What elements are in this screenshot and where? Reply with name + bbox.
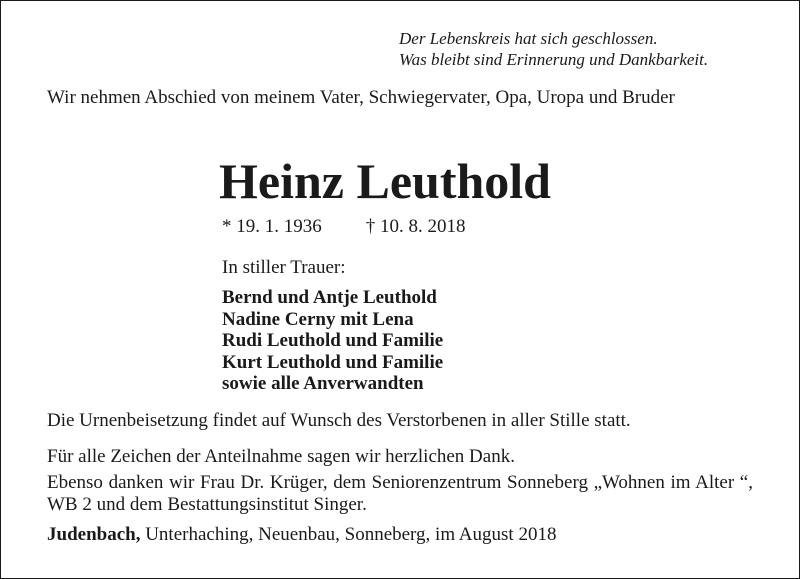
birth-date: * 19. 1. 1936 — [222, 216, 322, 237]
other-places: Unterhaching, Neuenbau, Sonneberg, im August 2018 — [140, 524, 557, 545]
mourner-item: Rudi Leuthold und Familie — [222, 330, 444, 351]
mourning-heading: In stiller Trauer: — [222, 257, 346, 278]
intro-text: Wir nehmen Abschied von meinem Vater, Schwiegervater, Opa, Uropa und Bruder — [47, 87, 675, 108]
main-place: Judenbach, — [47, 524, 141, 545]
mourner-item: Bernd und Antje Leuthold — [222, 287, 437, 308]
mourner-item: Kurt Leuthold und Familie — [222, 351, 444, 373]
mourner-item: Nadine Cerny mit Lena — [222, 308, 414, 330]
life-dates — [222, 216, 466, 238]
thanks-extra-paragraph: Ebenso danken wir Frau Dr. Krüger, dem Seniorenzentrum Sonneberg „Wohnen im Alter “, WB 2 und dem Bestattungsinstitut Singer. — [47, 472, 753, 515]
burial-paragraph: Die Urnenbeisetzung findet auf Wunsch des Verstorbenen in aller Stille statt. — [47, 410, 631, 431]
thanks-paragraph: Für alle Zeichen der Anteilnahme sagen wir herzlichen Dank. — [47, 446, 515, 467]
mourner-item: sowie alle Anverwandten — [222, 373, 424, 394]
mourners-list — [222, 287, 443, 395]
deceased-name: Heinz Leuthold — [219, 153, 551, 209]
memorial-quote — [399, 28, 708, 70]
quote-line-2: Was bleibt sind Erinnerung und Dankbarkeit. — [399, 50, 709, 69]
quote-line-1: Der Lebenskreis hat sich geschlossen. — [399, 29, 658, 48]
death-date: † 10. 8. 2018 — [365, 216, 466, 237]
place-and-date — [47, 524, 556, 546]
